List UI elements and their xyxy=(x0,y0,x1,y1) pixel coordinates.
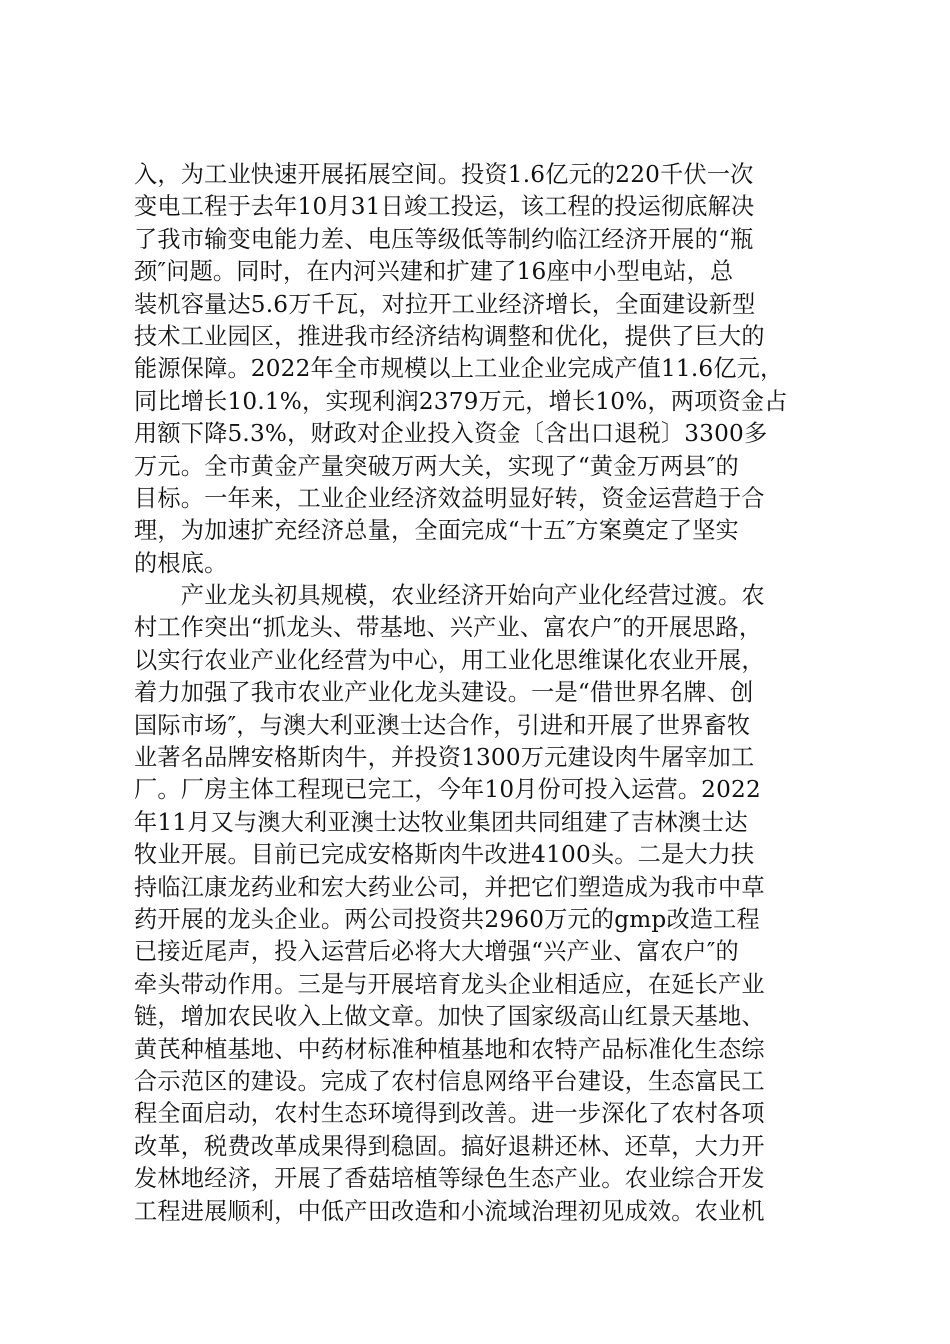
text-line: 已接近尾声，投入运营后必将大大增强“兴产业、富农户″的 xyxy=(134,937,739,966)
text-line: 持临江康龙药业和宏大药业公司，并把它们塑造成为我市中草 xyxy=(134,872,765,901)
text-line: 药开展的龙头企业。两公司投资共2960万元的gmp改造工程 xyxy=(134,904,760,933)
text-line: 颈″问题。同时，在内河兴建和扩建了16座中小型电站，总 xyxy=(134,257,734,286)
text-line: 业著名品牌安格斯肉牛，并投资1300万元建设肉牛屠宰加工 xyxy=(134,743,755,772)
body-text xyxy=(134,158,834,1227)
text-line: 牧业开展。目前已完成安格斯肉牛改进4100头。二是大力扶 xyxy=(134,840,755,869)
text-line: 工程进展顺利，中低产田改造和小流域治理初见成效。农业机 xyxy=(134,1196,765,1225)
text-line: 改革，税费改革成果得到稳固。搞好退耕还林、还草，大力开 xyxy=(134,1131,765,1160)
text-line: 理，为加速扩充经济总量，全面完成“十五″方案奠定了坚实 xyxy=(134,516,739,545)
text-line: 程全面启动，农村生态环境得到改善。进一步深化了农村各项 xyxy=(134,1099,765,1128)
text-line: 万元。全市黄金产量突破万两大关，实现了“黄金万两县″的 xyxy=(134,451,739,480)
text-line: 以实行农业产业化经营为中心，用工业化思维谋化农业开展， xyxy=(134,645,765,674)
text-line: 国际市场″，与澳大利亚澳士达合作，引进和开展了世界畜牧 xyxy=(134,710,751,739)
text-line: 厂。厂房主体工程现已完工，今年10月份可投入运营。2022 xyxy=(134,775,761,804)
text-line: 技术工业园区，推进我市经济结构调整和优化，提供了巨大的 xyxy=(134,321,765,350)
text-line: 产业龙头初具规模，农业经济开始向产业化经营过渡。农 xyxy=(134,581,765,610)
text-line: 了我市输变电能力差、电压等级低等制约临江经济开展的“瓶 xyxy=(134,224,754,253)
text-line: 合示范区的建设。完成了农村信息网络平台建设，生态富民工 xyxy=(134,1066,765,1095)
text-line: 发林地经济，开展了香菇培植等绿色生态产业。农业综合开发 xyxy=(134,1164,765,1193)
text-line: 着力加强了我市农业产业化龙头建设。一是“借世界名牌、创 xyxy=(134,678,754,707)
text-line: 链，增加农民收入上做文章。加快了国家级高山红景天基地、 xyxy=(134,1002,765,1031)
text-line: 入，为工业快速开展拓展空间。投资1.6亿元的220千伏一次 xyxy=(134,160,754,188)
text-line: 装机容量达5.6万千瓦，对拉开工业经济增长，全面建设新型 xyxy=(134,289,756,318)
text-line: 目标。一年来，工业企业经济效益明显好转，资金运营趋于合 xyxy=(134,483,765,512)
text-line: 变电工程于去年10月31日竣工投运，该工程的投运彻底解决 xyxy=(134,192,755,221)
text-line: 用额下降5.3%，财政对企业投入资金〔含出口退税〕3300多 xyxy=(134,419,768,448)
text-line: 的根底。 xyxy=(134,548,228,577)
text-line: 能源保障。2022年全市规模以上工业企业完成产值11.6亿元， xyxy=(134,354,784,383)
text-line: 村工作突出“抓龙头、带基地、兴产业、富农户″的开展思路， xyxy=(134,613,763,642)
text-line: 牵头带动作用。三是与开展培育龙头企业相适应，在延长产业 xyxy=(134,969,765,998)
text-line: 同比增长10.1%，实现利润2379万元，增长10%，两项资金占 xyxy=(134,386,788,415)
text-line: 黄芪种植基地、中药材标准种植基地和农特产品标准化生态综 xyxy=(134,1034,765,1063)
text-line: 年11月又与澳大利亚澳士达牧业集团共同组建了吉林澳士达 xyxy=(134,807,748,836)
